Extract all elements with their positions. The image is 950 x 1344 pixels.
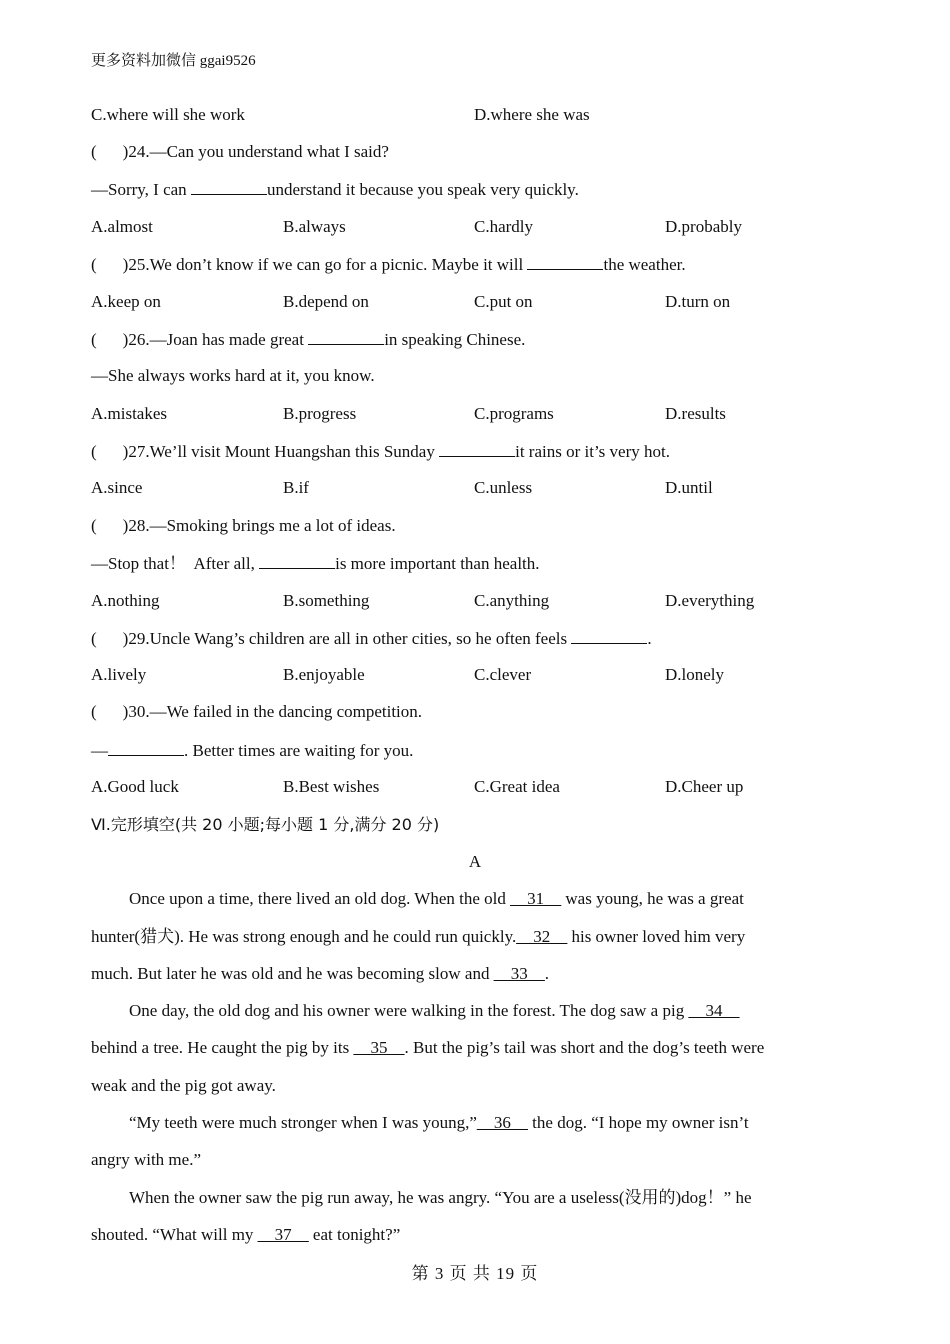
- passage-line: weak and the pig got away.: [91, 1076, 276, 1095]
- option-d: D.until: [665, 478, 713, 497]
- question-27: ( )27.We’ll visit Mount Huangshan this Sunday it rains or it’s very hot.: [91, 442, 670, 461]
- page-footer: 第 3 页 共 19 页: [411, 1264, 539, 1283]
- page-header: 更多资料加微信 ggai9526: [91, 53, 256, 69]
- blank-37: __37__: [257, 1225, 309, 1244]
- option-a: A.Good luck: [91, 777, 179, 796]
- option-c: C.unless: [474, 478, 533, 497]
- option-a: A.since: [91, 478, 143, 497]
- passage-line: When the owner saw the pig run away, he was angry. “You are a useless(没用的)dog！” he: [129, 1188, 752, 1207]
- passage-label: A: [468, 852, 482, 871]
- option-d: D.Cheer up: [665, 777, 744, 796]
- question-25: ( )25.We don’t know if we can go for a picnic. Maybe it will the weather.: [91, 255, 686, 274]
- question-26-reply: —She always works hard at it, you know.: [91, 366, 375, 385]
- passage-line: much. But later he was old and he was becoming slow and __33__.: [91, 964, 549, 983]
- option-c: C.Great idea: [474, 777, 560, 796]
- option-b: B.something: [283, 591, 370, 610]
- passage-line: angry with me.”: [91, 1150, 201, 1169]
- question-24-reply: —Sorry, I can understand it because you speak very quickly.: [91, 180, 579, 199]
- option-b: B.Best wishes: [283, 777, 380, 796]
- blank-31: __31__: [510, 889, 562, 908]
- option-d: D.where she was: [474, 105, 590, 124]
- question-28: ( )28.—Smoking brings me a lot of ideas.: [91, 516, 396, 535]
- blank-36: __36__: [476, 1113, 528, 1132]
- question-29: ( )29.Uncle Wang’s children are all in other cities, so he often feels .: [91, 629, 652, 648]
- option-d: D.results: [665, 404, 726, 423]
- blank-35: __35__: [353, 1038, 405, 1057]
- passage-line: hunter(猎犬). He was strong enough and he could run quickly.__32__ his owner loved him very: [91, 927, 746, 946]
- answer-blank: [571, 627, 647, 644]
- option-a: A.lively: [91, 665, 147, 684]
- passage-line: shouted. “What will my __37__ eat tonight?”: [91, 1225, 401, 1244]
- question-30: ( )30.—We failed in the dancing competition.: [91, 702, 423, 721]
- section-title: Ⅵ.完形填空(共 20 小题;每小题 1 分,满分 20 分): [91, 815, 440, 834]
- option-c: C.clever: [474, 665, 532, 684]
- question-30-reply: — . Better times are waiting for you.: [91, 741, 414, 760]
- option-c: C.programs: [474, 404, 554, 423]
- answer-blank: [527, 253, 603, 270]
- question-24: ( )24.—Can you understand what I said?: [91, 142, 389, 161]
- passage-line: “My teeth were much stronger when I was young,”__36__ the dog. “I hope my owner isn’t: [129, 1113, 749, 1132]
- passage-line: Once upon a time, there lived an old dog. When the old __31__ was young, he was a great: [129, 889, 744, 908]
- answer-blank: [308, 328, 384, 345]
- option-c: C.hardly: [474, 217, 534, 236]
- answer-blank: [191, 178, 267, 195]
- passage-line: behind a tree. He caught the pig by its __35__. But the pig’s tail was short and the dog’s teeth were: [91, 1038, 765, 1057]
- option-d: D.everything: [665, 591, 755, 610]
- option-c: C.where will she work: [91, 105, 245, 124]
- option-b: B.depend on: [283, 292, 369, 311]
- option-b: B.progress: [283, 404, 357, 423]
- answer-blank: [108, 739, 184, 756]
- option-a: A.almost: [91, 217, 153, 236]
- option-a: A.mistakes: [91, 404, 168, 423]
- answer-blank: [439, 440, 515, 457]
- option-b: B.if: [283, 478, 309, 497]
- question-28-reply: —Stop that！ After all, is more important than health.: [91, 554, 540, 573]
- option-a: A.keep on: [91, 292, 161, 311]
- passage-line: One day, the old dog and his owner were walking in the forest. The dog saw a pig __34__: [129, 1001, 740, 1020]
- option-c: C.put on: [474, 292, 533, 311]
- option-d: D.lonely: [665, 665, 725, 684]
- option-b: B.enjoyable: [283, 665, 365, 684]
- option-a: A.nothing: [91, 591, 160, 610]
- answer-blank: [259, 552, 335, 569]
- option-d: D.probably: [665, 217, 742, 236]
- option-d: D.turn on: [665, 292, 731, 311]
- blank-33: __33__: [493, 964, 545, 983]
- option-c: C.anything: [474, 591, 550, 610]
- blank-34: __34__: [688, 1001, 740, 1020]
- question-26: ( )26.—Joan has made great in speaking Chinese.: [91, 330, 526, 349]
- option-b: B.always: [283, 217, 346, 236]
- blank-32: __32__: [516, 927, 568, 946]
